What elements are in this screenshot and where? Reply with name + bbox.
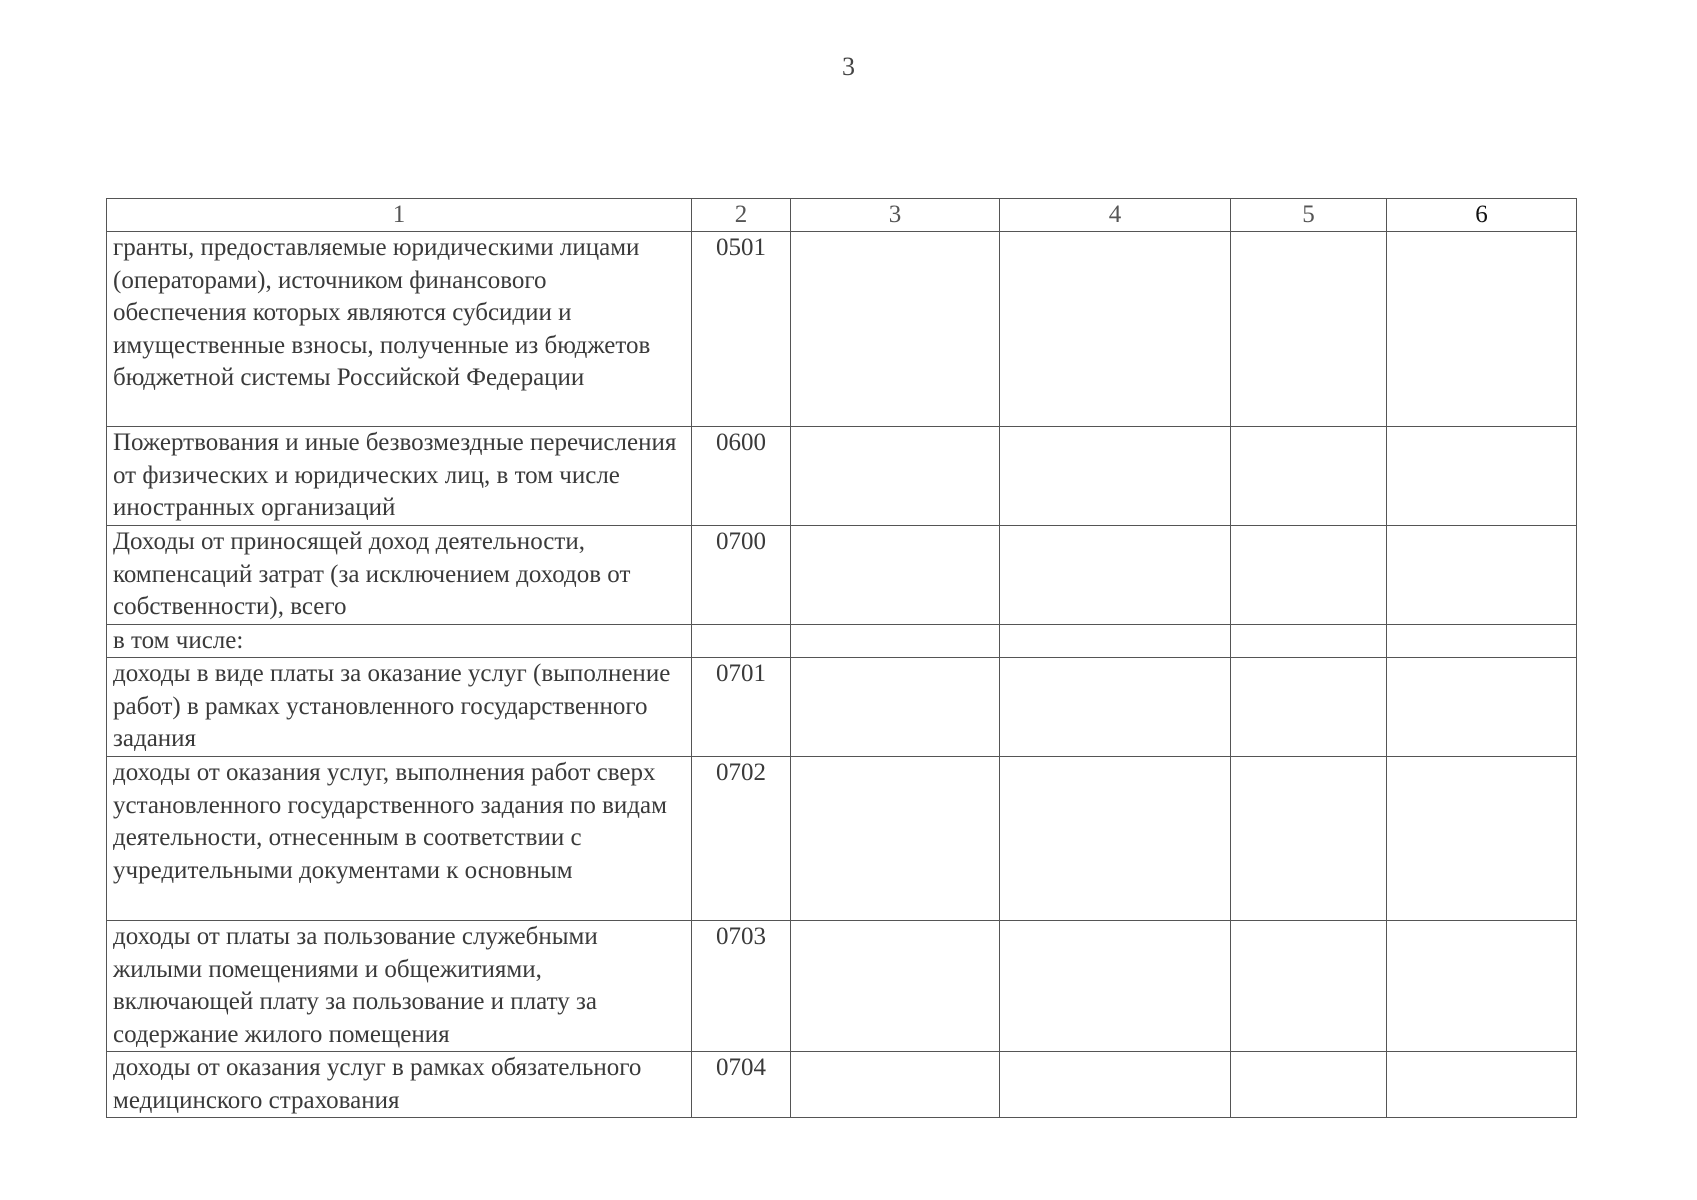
row-code: 0701 [692, 658, 791, 757]
row-cell [1000, 921, 1231, 1052]
column-header-1: 1 [107, 199, 692, 232]
table-row [107, 526, 1577, 625]
row-cell [1387, 624, 1577, 658]
table-row [107, 624, 1577, 658]
row-cell [1000, 232, 1231, 427]
row-cell [1231, 526, 1387, 625]
row-cell [1231, 1052, 1387, 1118]
table-row [107, 1052, 1577, 1118]
column-header-4: 4 [1000, 199, 1231, 232]
table-row [107, 658, 1577, 757]
row-name: доходы от оказания услуг в рамках обязательного медицинского страхования [107, 1052, 692, 1118]
row-cell [1000, 757, 1231, 921]
row-cell [1000, 1052, 1231, 1118]
row-cell [1387, 658, 1577, 757]
row-cell [1231, 658, 1387, 757]
row-cell [1387, 526, 1577, 625]
row-cell [1387, 757, 1577, 921]
row-cell [791, 658, 1000, 757]
row-code: 0703 [692, 921, 791, 1052]
row-cell [1000, 427, 1231, 526]
row-code: 0600 [692, 427, 791, 526]
row-cell [1231, 232, 1387, 427]
row-name: Доходы от приносящей доход деятельности, компенсаций затрат (за исключением доходов от собственности), всего [107, 526, 692, 625]
row-cell [1387, 232, 1577, 427]
table-row [107, 232, 1577, 427]
row-code: 0704 [692, 1052, 791, 1118]
row-cell [1231, 757, 1387, 921]
page-number: 3 [842, 52, 855, 81]
column-header-2: 2 [692, 199, 791, 232]
row-cell [791, 1052, 1000, 1118]
header-row [107, 199, 1577, 232]
row-cell [791, 921, 1000, 1052]
row-cell [1387, 427, 1577, 526]
column-header-6: 6 [1387, 199, 1577, 232]
row-cell [1231, 921, 1387, 1052]
row-name: в том числе: [107, 624, 692, 658]
table-row [107, 427, 1577, 526]
row-cell [1231, 624, 1387, 658]
table-row [107, 757, 1577, 921]
row-cell [1000, 526, 1231, 625]
row-name: доходы от оказания услуг, выполнения работ сверх установленного государственного задания по видам деятельности, отнесенным в соответствии с учредительными документами к основным [107, 757, 692, 921]
row-cell [791, 757, 1000, 921]
column-header-3: 3 [791, 199, 1000, 232]
row-cell [1231, 427, 1387, 526]
column-header-5: 5 [1231, 199, 1387, 232]
row-cell [791, 526, 1000, 625]
row-cell [791, 624, 1000, 658]
row-name: гранты, предоставляемые юридическими лицами (операторами), источником финансового обеспечения которых являются субсидии и имущественные взносы, полученные из бюджетов бюджетной системы Российской Федерации [107, 232, 692, 427]
row-code: 0501 [692, 232, 791, 427]
row-cell [791, 232, 1000, 427]
row-cell [791, 427, 1000, 526]
row-name: Пожертвования и иные безвозмездные перечисления от физических и юридических лиц, в том числе иностранных организаций [107, 427, 692, 526]
row-cell [1000, 624, 1231, 658]
row-name: доходы в виде платы за оказание услуг (выполнение работ) в рамках установленного государственного задания [107, 658, 692, 757]
row-cell [1387, 1052, 1577, 1118]
row-code: 0702 [692, 757, 791, 921]
row-name: доходы от платы за пользование служебными жилыми помещениями и общежитиями, включающей плату за пользование и плату за содержание жилого помещения [107, 921, 692, 1052]
row-code [692, 624, 791, 658]
table-row [107, 921, 1577, 1052]
report-table [106, 198, 1577, 1118]
row-cell [1000, 658, 1231, 757]
row-code: 0700 [692, 526, 791, 625]
row-cell [1387, 921, 1577, 1052]
